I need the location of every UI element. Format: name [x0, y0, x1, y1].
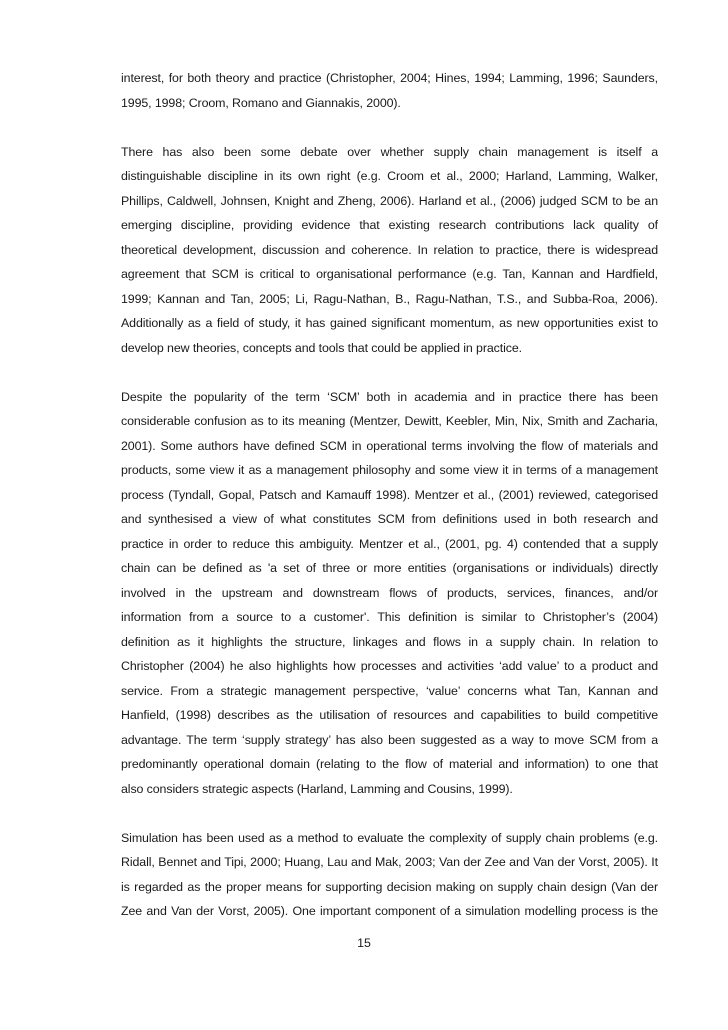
- text-line: and synthesised a view of what constitutes SCM from definitions used in both research and: [121, 512, 658, 526]
- text-line: develop new theories, concepts and tools that could be applied in practice.: [121, 340, 522, 355]
- paragraph-3: [121, 385, 658, 802]
- text-line: 1995, 1998; Croom, Romano and Giannakis, 2000).: [121, 95, 401, 110]
- text-line: agreement that SCM is critical to organisational performance (e.g. Tan, Kannan and Hardfield,: [121, 267, 658, 281]
- text-line: products, some view it as a management philosophy and some view it in terms of a management: [121, 463, 658, 477]
- document-page: [121, 66, 658, 924]
- text-line: 2001). Some authors have defined SCM in operational terms involving the flow of materials and: [121, 438, 658, 453]
- paragraph-4: [121, 826, 658, 924]
- text-line: interest, for both theory and practice (Christopher, 2004; Hines, 1994; Lamming, 1996; Saunders,: [121, 71, 658, 85]
- text-line: Simulation has been used as a method to evaluate the complexity of supply chain problems (e.g.: [121, 830, 658, 845]
- page-number: 15: [357, 936, 371, 950]
- text-line: predominantly operational domain (relating to the flow of material and information) to one that: [121, 757, 658, 771]
- text-line: is regarded as the proper means for supporting decision making on supply chain design (Van der: [121, 879, 658, 894]
- text-line: also considers strategic aspects (Harland, Lamming and Cousins, 1999).: [121, 781, 513, 796]
- text-line: There has also been some debate over whether supply chain management is itself a: [121, 144, 658, 159]
- text-line: Phillips, Caldwell, Johnsen, Knight and Zheng, 2006). Harland et al., (2006) judged SCM to be an: [121, 193, 658, 208]
- text-line: involved in the upstream and downstream flows of products, services, finances, and/or: [121, 585, 658, 600]
- text-line: considerable confusion as to its meaning (Mentzer, Dewitt, Keebler, Min, Nix, Smith and Zacharia,: [121, 414, 658, 428]
- text-line: practice in order to reduce this ambiguity. Mentzer et al., (2001, pg. 4) contended that a supply: [121, 536, 658, 551]
- text-line: 1999; Kannan and Tan, 2005; Li, Ragu-Nathan, B., Ragu-Nathan, T.S., and Subba-Roa, 2006).: [121, 291, 658, 306]
- text-line: Ridall, Bennet and Tipi, 2000; Huang, Lau and Mak, 2003; Van der Zee and Van der Vorst, 2005). It: [121, 855, 658, 869]
- paragraph-2: [121, 140, 658, 361]
- text-line: Despite the popularity of the term ‘SCM’ both in academia and in practice there has been: [121, 389, 658, 404]
- text-line: definition as it highlights the structure, linkages and flows in a supply chain. In relation to: [121, 634, 658, 649]
- text-line: theoretical development, discussion and coherence. In relation to practice, there is widespread: [121, 242, 658, 257]
- text-line: emerging discipline, providing evidence that existing research contributions lack quality of: [121, 218, 658, 232]
- text-line: service. From a strategic management perspective, ‘value’ concerns what Tan, Kannan and: [121, 683, 658, 698]
- paragraph-1: [121, 66, 658, 115]
- text-line: distinguishable discipline in its own right (e.g. Croom et al., 2000; Harland, Lamming, Walker,: [121, 169, 658, 183]
- text-line: Christopher (2004) he also highlights how processes and activities ‘add value’ to a product and: [121, 659, 658, 673]
- text-line: chain can be defined as 'a set of three or more entities (organisations or individuals) directly: [121, 561, 658, 575]
- text-line: Additionally as a field of study, it has gained significant momentum, as new opportunities exist to: [121, 316, 658, 330]
- text-line: Hanfield, (1998) describes as the utilisation of resources and capabilities to build competitive: [121, 708, 658, 722]
- text-line: process (Tyndall, Gopal, Patsch and Kamauff 1998). Mentzer et al., (2001) reviewed, categorised: [121, 487, 658, 502]
- text-line: Zee and Van der Vorst, 2005). One important component of a simulation modelling process is the: [121, 904, 658, 918]
- text-line: information from a source to a customer'. This definition is similar to Christopher’s (2004): [121, 610, 658, 624]
- text-line: advantage. The term ‘supply strategy’ has also been suggested as a way to move SCM from a: [121, 732, 658, 747]
